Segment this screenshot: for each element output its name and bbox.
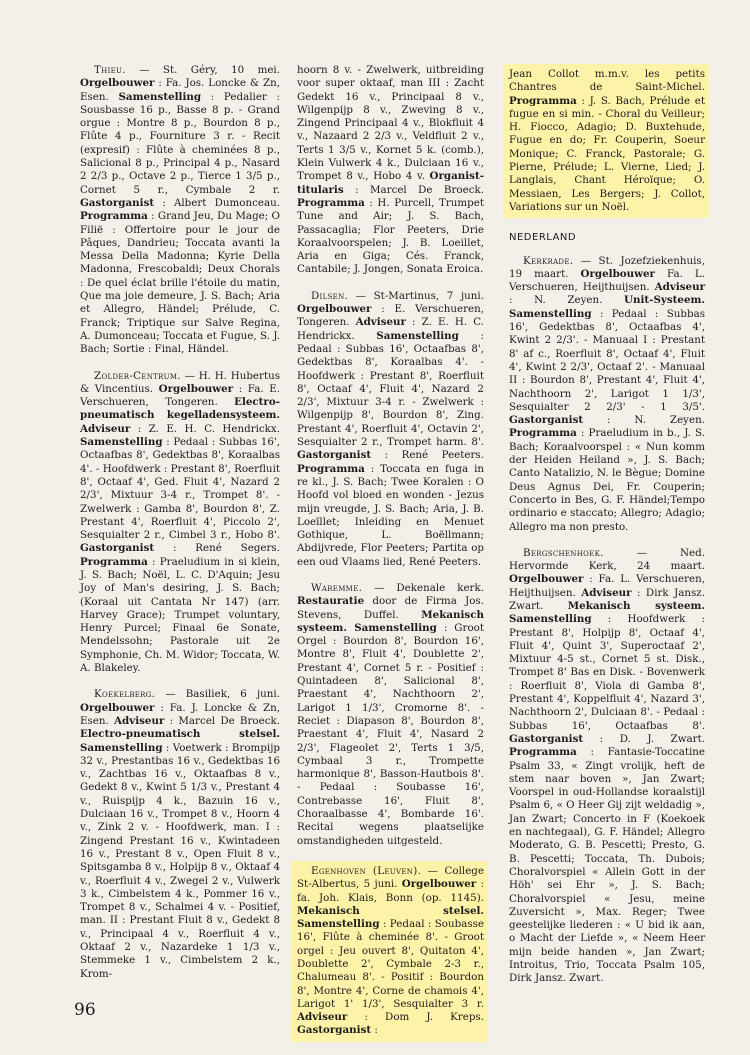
concert-entry bbox=[80, 64, 280, 357]
entry-place: Dilsen. bbox=[311, 289, 349, 302]
concert-entry bbox=[297, 290, 484, 569]
entry-text: — H. H. Hubertus & Vincentius. Orgelbouwer : Fa. E. Verschueren, Tongeren. Electro-pneumatisch kegelladensysteem. Adviseur : Z. E. H. C. Hendrickx. Samenstelling : Pedaal : Subbas 16', Octaafbas 8', Gedektbas 8', Koraalbas 4'. - Hoofdwerk : Prestant 8', Roerfluit 8', Octaaf 4', Ged. Fluit 4', Nazard 2 2/3', Mixtuur 3-4 r., Trompet 8'. - Zwelwerk : Gamba 8', Bourdon 8', Z. Prestant 4', Roerfluit 4', Piccolo 2', Sesquialter 2 r., Cimbel 3 r., Hobo 8'. Gastorganist : René Segers. Programma : Praeludium in si klein, J. S. Bach; Noël, L. C. D'Aquin; Jesu Joy of Man's desiring, J. S. Bach; (Koraal uit Cantata Nr 147) (arr. Harvey Grace); Trumpet voluntary, Henry Purcel; Finaal 6e Sonate, Mendelssohn; Pastorale uit 2e Symphonie, Ch. M. Widor; Toccata, W. A. Blakeley. bbox=[80, 369, 281, 675]
highlighted-continuation: Jean Collot m.m.v. les petits Chantres de Saint-Michel. Programma : J. S. Bach, Prélude et fugue en si min. - Choral du Veilleur; H. Fiocco, Adagio; D. Buxtehude, Fugue en do; Fr. Couperin, Soeur Monique; C. Franck, Pastorale; G. Pierne, Prélude; L. Vierne, Lied; J. Langlais, Chant Héroïque; O. Messiaen, Les Bergers; J. Collot, Variations sur un Noël. bbox=[503, 64, 709, 218]
concert-entry bbox=[80, 688, 280, 981]
concert-entry bbox=[297, 582, 484, 848]
entry-text: — St. Géry, 10 mei. Orgelbouwer : Fa. Jos. Loncke & Zn, Esen. Samenstelling : Pedalier : Sousbasse 16 p., Basse 8 p. - Grand orgue : Montre 8 p., Bourdon 8 p., Flûte 4 p., Fourniture 3 r. - Recit (expresif) : Flûte à cheminées 8 p., Salicional 8 p., Principal 4 p., Nasard 2 2/3 p., Octave 2 p., Tierce 1 3/5 p., Cornet 5 r., Cymbale 2 r. Gastorganist : Albert Dumonceau. Programma : Grand Jeu, Du Mage; O Filië : Offertoire pour le jour de Pâques, Dandrieu; Toccata avanti la Messa Della Madonna; Kyrie Della Madonna, Frescobaldi; Deux Chorals : De quel éclat brille l'étoile du matin, Que ma joie demeure, J. S. Bach; Aria et Allegro, Händel; Prélude, C. Franck; Triptique sur Salve Regina, A. Dumonceau; Toccata et Fugue, S. J. Bach; Sortie : Final, Händel. bbox=[80, 64, 280, 356]
entry-text: — St. Jozefziekenhuis, 19 maart. Orgelbouwer Fa. L. Verschueren, Heijthuijsen. Adviseur : N. Zeyen. Unit-Systeem. Samenstelling : Pedaal : Subbas 16', Gedektbas 8', Octaafbas 4', Kwint 2 2/3'. - Manuaal I : Prestant 8' af c., Roerfluit 8', Octaaf 4', Fluit 4', Kwint 2 2/3', Octaaf 2'. - Manuaal II : Bourdon 8', Prestant 4', Fluit 4', Nachthoorn 2', Larigot 1 1/3', Sesquialter 2 2/3' - 1 3/5'. Gastorganist : N. Zeyen. Programma : Praeludium in b., J. S. Bach; Koraalvoorspel : « Nun komm der Heiden Heiland », J. S. Bach; Canto Natalizio, N. le Bègue; Domine Deus Agnus Dei, Fr. Couperin; Concerto in Bes, G. F. Händel;Tempo ordinario e staccato; Allegro; Adagio; Allegro ma non presto. bbox=[509, 254, 705, 533]
concert-entry bbox=[297, 64, 484, 277]
entry-place: Bergschenhoek. bbox=[523, 546, 604, 559]
page-number: 96 bbox=[74, 1000, 96, 1020]
concert-entry bbox=[80, 370, 280, 676]
entry-text: hoorn 8 v. - Zwelwerk, uitbreiding voor super oktaaf, man III : Zacht Gedekt 16 v., Principaal 8 v., Wilgenpijp 8 v., Zweving 8 v., Zingend Principaal 4 v., Blokfluit 4 v., Nazaard 2 2/3 v., Veldfluit 2 v., Terts 1 3/5 v., Kornet 5 k. (comb.), Klein Vulwerk 4 k., Dulciaan 16 v., Trompet 8 v., Hobo 4 v. Organist-titularis : Marcel De Broeck. Programma : H. Purcell, Trumpet Tune and Air; J. S. Bach, Passacaglia; Flor Peeters, Drie Koraalvoorspelen; J. B. Loeillet, Aria en Giga; Cés. Franck, Cantabile; J. Jongen, Sonata Eroica. bbox=[297, 64, 484, 276]
entry-text: — Basiliek, 6 juni. Orgelbouwer : Fa. J. Loncke & Zn, Esen. Adviseur : Marcel De Broeck. Electro-pneumatisch stelsel. Samenstelling : Voetwerk : Brompijp 32 v., Prestantbas 16 v., Gedektbas 16 v., Zachtbas 16 v., Oktaafbas 8 v., Gedekt 8 v., Kwint 5 1/3 v., Prestant 4 v., Ruispijp 4 k., Bazuin 16 v., Dulciaan 16 v., Trompet 8 v., Hoorn 4 v., Zink 2 v. - Hoofdwerk, man. I : Zingend Prestant 16 v., Kwintadeen 16 v., Prestant 8 v., Open Fluit 8 v., Spitsgamba 8 v., Holpijp 8 v., Oktaaf 4 v., Roerfluit 4 v., Zwegel 2 v., Vulwerk 3 k., Cimbelstem 4 k., Pommer 16 v., Trompet 8 v., Schalmei 4 v. - Positief, man. II : Prestant Fluit 8 v., Gedekt 8 v., Principaal 4 v., Roerfluit 4 v., Oktaaf 2 v., Nazardeke 1 1/3 v., Stemmeke 1 v., Cimbelstem 2 k., Krom- bbox=[80, 688, 280, 980]
entry-place: Egenhoven (Leuven). bbox=[311, 864, 422, 877]
entry-text: — St-Martinus, 7 juni. Orgelbouwer : E. Verschueren, Tongeren. Adviseur : Z. E. H. C. Hendrickx. Samenstelling : Pedaal : Subbas 16', Octaafbas 8', Gedektbas 8', Koraalbas 4'. - Hoofdwerk : Prestant 8', Roerfluit 8', Octaaf 4', Fluit 4', Nazard 2 2/3', Mixtuur 3-4 r. - Zwelwerk : Wilgenpijp 8', Bourdon 8', Zing. Prestant 4', Roerfluit 4', Octavin 2', Sesquialter 2 r., Trompet harm. 8'. Gastorganist : René Peeters. Programma : Toccata en fuga in re kl., J. S. Bach; Twee Koralen : O Hoofd vol bloed en wonden - Jezus mijn vreugde, J. S. Bach; Aria, J. B. Loeïllet; Inleiding en Menuet Gothique, L. Boëllmann; Abdijvrede, Flor Peeters; Partita op een oud Vlaams lied, René Peeters. bbox=[297, 289, 485, 568]
column-3 bbox=[509, 64, 705, 999]
section-heading-nederland: NEDERLAND bbox=[509, 232, 577, 244]
concert-entry bbox=[291, 861, 488, 1042]
entry-text: — College St-Albertus, 5 juni. Orgelbouwer : fa. Joh. Klais, Bonn (op. 1145). Mekanisch stelsel. Samenstelling : Pedaal : Soubasse 16', Flûte à cheminée 8'. - Groot orgel : Jeu ouvert 8', Quitaton 4', Doublette 2', Cymbale 2-3 r., Chalumeau 8'. - Positif : Bourdon 8', Montre 4', Corne de chamois 4', Larigot 1' 1/3', Sesquialter 3 r. Adviseur : Dom J. Kreps. Gastorganist : bbox=[297, 864, 484, 1037]
entry-text: — Ned. Hervormde Kerk, 24 maart. Orgelbouwer : Fa. L. Verschueren, Heijthuijsen. Adviseur : Dirk Jansz. Zwart. Mekanisch systeem. Samenstelling : Hoofdwerk : Prestant 8', Holpijp 8', Octaaf 4', Fluit 4', Quint 3', Superoctaaf 2', Mixtuur 4-5 st., Cornet 5 st. Disk., Trompet 8' Bas en Disk. - Bovenwerk : Roerfluit 8', Viola di Gamba 8', Prestant 4', Koppelfluit 4', Nazard 3', Nachthoorn 2', Dulciaan 8'. - Pedaal : Subbas 16', Octaafbas 8'. Gastorganist : D. J. Zwart. Programma : Fantasie-Toccatine Psalm 33, « Zingt vrolijk, heft de stem naar boven », Jan Zwart; Voorspel in oud-Hollandse koraalstijl Psalm 6, « O Heer Gij zijt weldadig », Jan Zwart; Concerto in F (Koekoek en nachtegaal), G. F. Händel; Allegro Moderato, G. B. Pescetti; Presto, G. B. Pescetti; Toccata, Th. Dubois; Choralvorspiel « Allein Gott in der Höh' sei Ehr », J. S. Bach; Choralvorspiel « Jesu, meine Zuversicht », Max. Reger; Twee geestelijke liederen : « U bid ik aan, o Macht der Liefde », « Neem Heer mijn beide handen », Jan Zwart; Introitus, Trio, Toccata Psalm 105, Dirk Jansz. Zwart. bbox=[509, 546, 705, 985]
entry-place: Thieu. bbox=[94, 64, 126, 76]
entry-place: Koekelberg. bbox=[94, 688, 156, 701]
entry-text: — Dekenale kerk. Restauratie door de Firma Jos. Stevens, Duffel. Mekanisch systeem. Samenstelling : Groot Orgel : Bourdon 8', Bourdon 16', Montre 8', Fluit 4', Doublette 2', Prestant 4', Cornet 5 r. - Positief : Quintadeen 8', Salicional 8', Praestant 4', Nachthoorn 2', Larigot 1 1/3', Cromorne 8'. - Reciet : Diapason 8', Bourdon 8', Praestant 4', Fluit 4', Nasard 2 2/3', Flageolet 2', Terts 1 3/5, Cymbaal 3 r., Trompette harmonique 8', Basson-Hautbois 8'. - Pedaal : Soubasse 16', Contrebasse 16', Fluit 8', Choraalbasse 4', Bombarde 16'. Recital wegens plaatselijke omstandigheden uitgesteld. bbox=[297, 581, 484, 847]
entry-place: Zolder-Centrum. bbox=[94, 369, 181, 382]
column-1 bbox=[80, 64, 280, 994]
concert-entry bbox=[509, 547, 705, 986]
concert-entry bbox=[509, 255, 705, 534]
entry-place: Kerkrade. bbox=[523, 254, 574, 267]
column-2 bbox=[297, 64, 484, 1055]
entry-place: Waremme. bbox=[311, 581, 363, 594]
